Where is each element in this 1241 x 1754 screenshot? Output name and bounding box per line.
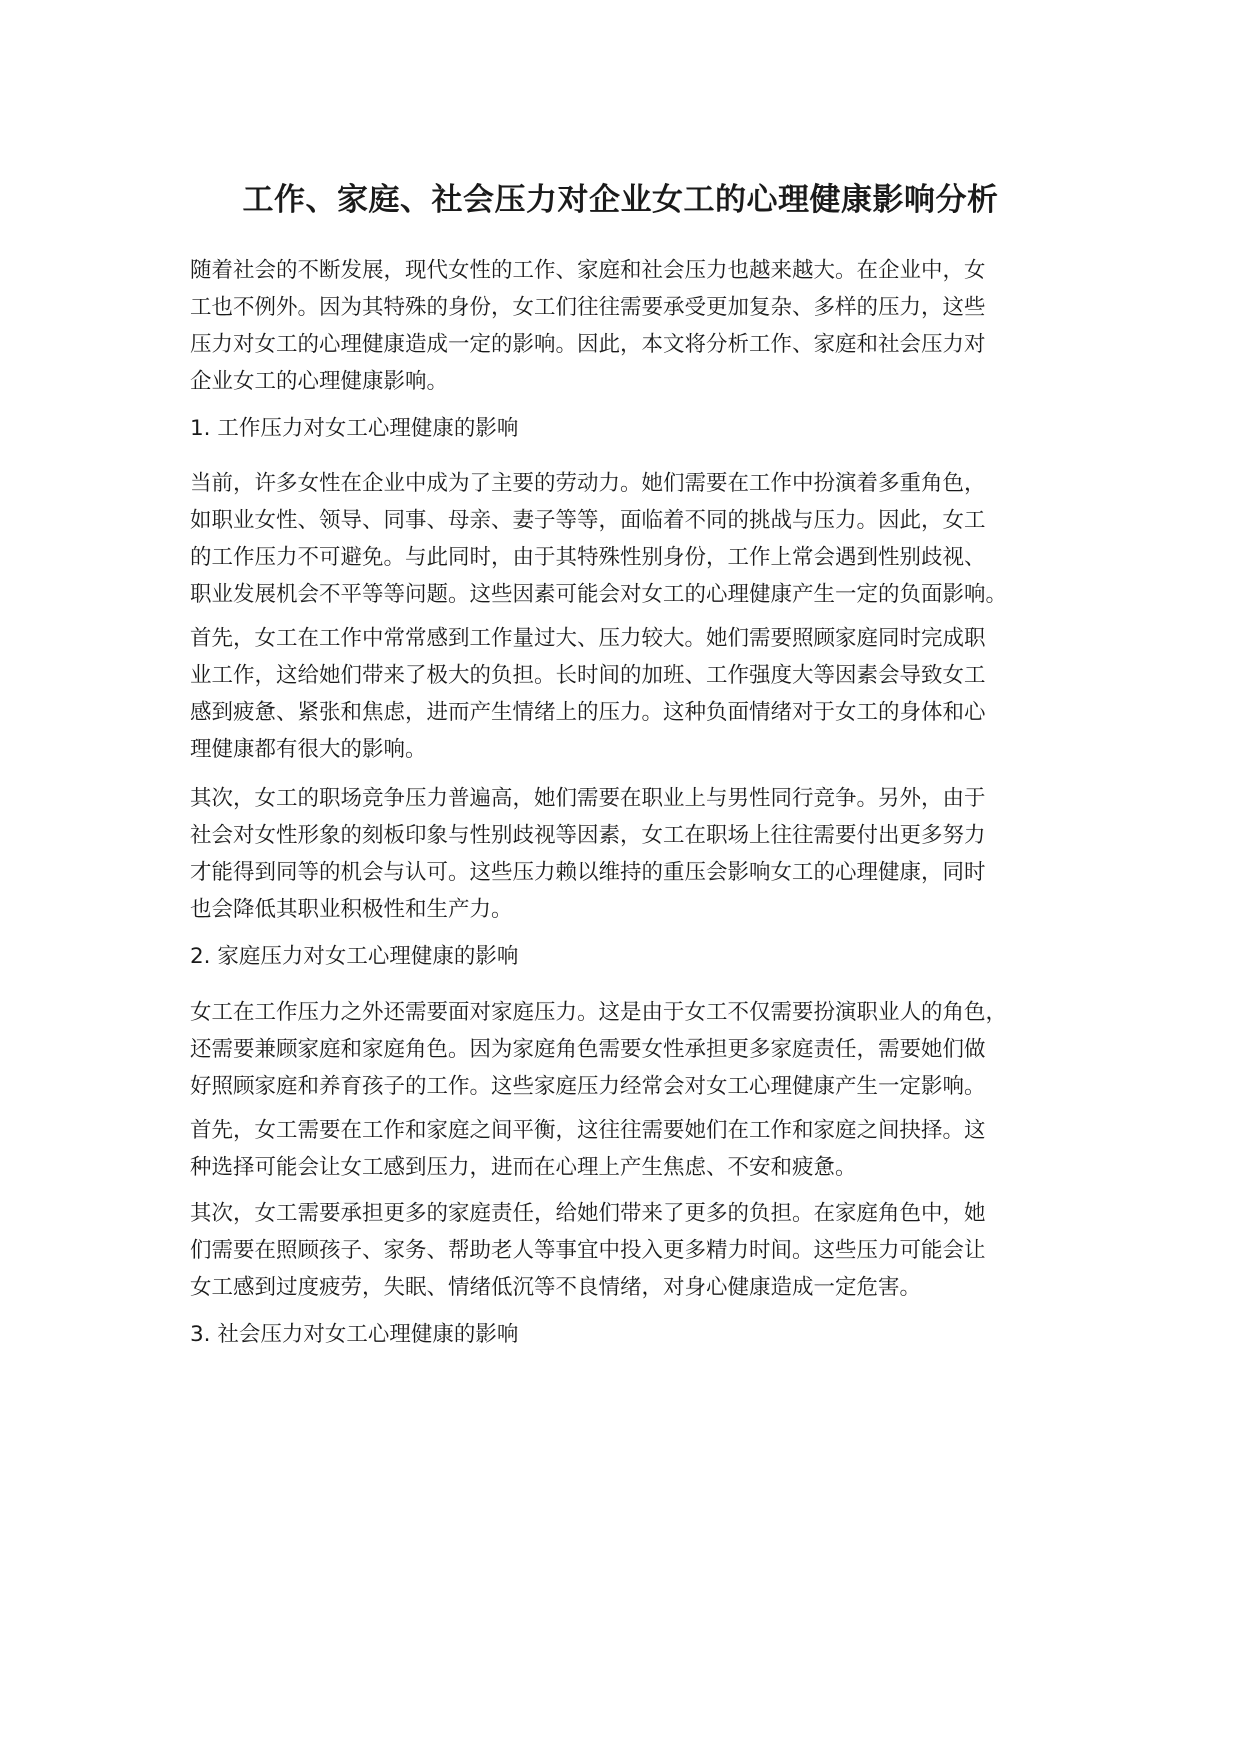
text-line: 女工感到过度疲劳，失眠、情绪低沉等不良情绪，对身心健康造成一定危害。	[190, 1275, 922, 1300]
text-line: 理健康都有很大的影响。	[190, 737, 427, 762]
paragraph-work-3	[190, 780, 1080, 928]
text-line: 才能得到同等的机会与认可。这些压力赖以维持的重压会影响女工的心理健康，同时	[190, 860, 986, 885]
text-line: 种选择可能会让女工感到压力，进而在心理上产生焦虑、不安和疲惫。	[190, 1155, 857, 1180]
text-line: 随着社会的不断发展，现代女性的工作、家庭和社会压力也越来越大。在企业中，女	[190, 258, 986, 283]
text-line: 也会降低其职业积极性和生产力。	[190, 897, 513, 922]
text-line: 社会对女性形象的刻板印象与性别歧视等因素，女工在职场上往往需要付出更多努力	[190, 823, 986, 848]
heading-line: 1. 工作压力对女工心理健康的影响	[190, 416, 519, 441]
paragraph-work-2	[190, 620, 1080, 768]
text-line: 职业发展机会不平等等问题。这些因素可能会对女工的心理健康产生一定的负面影响。	[190, 582, 1008, 607]
section-heading-1	[190, 410, 1080, 447]
text-line: 当前，许多女性在企业中成为了主要的劳动力。她们需要在工作中扮演着多重角色，	[190, 471, 986, 496]
text-line: 们需要在照顾孩子、家务、帮助老人等事宜中投入更多精力时间。这些压力可能会让	[190, 1238, 986, 1263]
section-heading-2	[190, 938, 1080, 975]
paragraph-family-1	[190, 994, 1080, 1105]
text-line: 企业女工的心理健康影响。	[190, 369, 449, 394]
text-line: 其次，女工需要承担更多的家庭责任，给她们带来了更多的负担。在家庭角色中，她	[190, 1201, 986, 1226]
paragraph-intro	[190, 252, 1080, 400]
text-line: 好照顾家庭和养育孩子的工作。这些家庭压力经常会对女工心理健康产生一定影响。	[190, 1074, 986, 1099]
text-line: 女工在工作压力之外还需要面对家庭压力。这是由于女工不仅需要扮演职业人的角色，	[190, 1000, 1008, 1025]
section-heading-3	[190, 1316, 1080, 1353]
paragraph-family-2	[190, 1112, 1080, 1186]
heading-line: 2. 家庭压力对女工心理健康的影响	[190, 944, 519, 969]
text-line: 首先，女工需要在工作和家庭之间平衡，这往往需要她们在工作和家庭之间抉择。这	[190, 1118, 986, 1143]
paragraph-work-1	[190, 465, 1080, 613]
text-line: 工也不例外。因为其特殊的身份，女工们往往需要承受更加复杂、多样的压力，这些	[190, 295, 986, 320]
text-line: 如职业女性、领导、同事、母亲、妻子等等，面临着不同的挑战与压力。因此，女工	[190, 508, 986, 533]
text-line: 还需要兼顾家庭和家庭角色。因为家庭角色需要女性承担更多家庭责任，需要她们做	[190, 1037, 986, 1062]
text-line: 压力对女工的心理健康造成一定的影响。因此，本文将分析工作、家庭和社会压力对	[190, 332, 986, 357]
text-line: 感到疲惫、紧张和焦虑，进而产生情绪上的压力。这种负面情绪对于女工的身体和心	[190, 700, 986, 725]
heading-line: 3. 社会压力对女工心理健康的影响	[190, 1322, 519, 1347]
text-line: 其次，女工的职场竞争压力普遍高，她们需要在职业上与男性同行竞争。另外，由于	[190, 786, 986, 811]
paragraph-family-3	[190, 1195, 1080, 1306]
text-line: 业工作，这给她们带来了极大的负担。长时间的加班、工作强度大等因素会导致女工	[190, 663, 986, 688]
text-line: 首先，女工在工作中常常感到工作量过大、压力较大。她们需要照顾家庭同时完成职	[190, 626, 986, 651]
document-title: 工作、家庭、社会压力对企业女工的心理健康影响分析	[242, 182, 999, 218]
text-line: 的工作压力不可避免。与此同时，由于其特殊性别身份，工作上常会遇到性别歧视、	[190, 545, 986, 570]
